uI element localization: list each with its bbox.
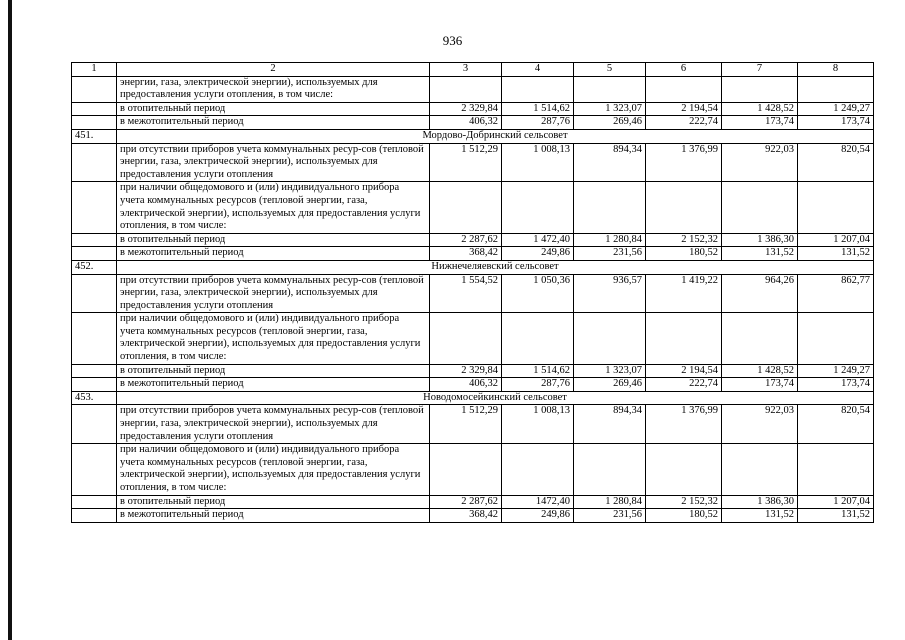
value-cell: 131,52 xyxy=(798,247,874,261)
value-cell: 820,54 xyxy=(798,405,874,444)
value-cell xyxy=(798,444,874,495)
value-cell: 1 207,04 xyxy=(798,233,874,247)
row-number-cell xyxy=(72,378,117,392)
row-number-cell xyxy=(72,116,117,130)
value-cell: 922,03 xyxy=(722,405,798,444)
value-cell: 2 329,84 xyxy=(430,364,502,378)
value-cell xyxy=(798,313,874,364)
value-cell: 936,57 xyxy=(574,274,646,313)
row-description: при наличии общедомового и (или) индивидуального прибора учета коммунальных ресурсов (тепловой энергии, газа, электрической энергии), используемых для предоставления услуги отопления, в том числе: xyxy=(117,444,430,495)
section-row xyxy=(72,391,874,405)
value-cell xyxy=(430,444,502,495)
value-cell xyxy=(722,444,798,495)
value-cell xyxy=(502,182,574,233)
table-row xyxy=(72,233,874,247)
value-cell xyxy=(646,76,722,102)
value-cell: 2 194,54 xyxy=(646,364,722,378)
value-cell: 1 050,36 xyxy=(502,274,574,313)
value-cell: 287,76 xyxy=(502,378,574,392)
value-cell: 922,03 xyxy=(722,143,798,182)
row-number-cell xyxy=(72,495,117,509)
row-description: в межотопительный период xyxy=(117,509,430,523)
section-number: 453. xyxy=(72,391,117,405)
section-number: 452. xyxy=(72,260,117,274)
value-cell: 2 152,32 xyxy=(646,495,722,509)
value-cell: 1 472,40 xyxy=(502,233,574,247)
row-description: в отопительный период xyxy=(117,495,430,509)
row-description: при отсутствии приборов учета коммунальных ресур-сов (тепловой энергии, газа, электрической энергии), используемых для предоставления услуги отопления xyxy=(117,405,430,444)
row-number-cell xyxy=(72,444,117,495)
value-cell: 269,46 xyxy=(574,116,646,130)
value-cell xyxy=(502,313,574,364)
row-number-cell xyxy=(72,233,117,247)
value-cell xyxy=(798,182,874,233)
value-cell xyxy=(502,444,574,495)
table-row xyxy=(72,378,874,392)
value-cell: 231,56 xyxy=(574,247,646,261)
row-number-cell xyxy=(72,364,117,378)
value-cell: 820,54 xyxy=(798,143,874,182)
value-cell: 1 512,29 xyxy=(430,143,502,182)
value-cell: 231,56 xyxy=(574,509,646,523)
value-cell: 1 428,52 xyxy=(722,102,798,116)
value-cell: 173,74 xyxy=(722,378,798,392)
value-cell: 249,86 xyxy=(502,509,574,523)
value-cell: 2 287,62 xyxy=(430,233,502,247)
value-cell: 222,74 xyxy=(646,116,722,130)
value-cell: 131,52 xyxy=(722,509,798,523)
value-cell xyxy=(430,76,502,102)
tariff-table xyxy=(71,62,874,523)
value-cell: 862,77 xyxy=(798,274,874,313)
value-cell: 1 207,04 xyxy=(798,495,874,509)
value-cell: 1 554,52 xyxy=(430,274,502,313)
value-cell xyxy=(574,76,646,102)
value-cell: 249,86 xyxy=(502,247,574,261)
value-cell: 964,26 xyxy=(722,274,798,313)
value-cell: 1 428,52 xyxy=(722,364,798,378)
row-description: энергии, газа, электрической энергии), используемых для предоставления услуги отопления, в том числе: xyxy=(117,76,430,102)
value-cell: 1 376,99 xyxy=(646,143,722,182)
value-cell: 1 280,84 xyxy=(574,233,646,247)
row-number-cell xyxy=(72,313,117,364)
table-row xyxy=(72,444,874,495)
row-number-cell xyxy=(72,143,117,182)
value-cell: 1 323,07 xyxy=(574,364,646,378)
value-cell: 1 386,30 xyxy=(722,233,798,247)
row-description: в отопительный период xyxy=(117,102,430,116)
section-title: Новодомосейкинский сельсовет xyxy=(117,391,874,405)
value-cell: 1472,40 xyxy=(502,495,574,509)
value-cell: 173,74 xyxy=(722,116,798,130)
table-row xyxy=(72,405,874,444)
table-row xyxy=(72,274,874,313)
table-row xyxy=(72,247,874,261)
value-cell: 1 514,62 xyxy=(502,364,574,378)
value-cell: 1 008,13 xyxy=(502,143,574,182)
column-header: 6 xyxy=(646,63,722,77)
value-cell: 894,34 xyxy=(574,143,646,182)
section-number: 451. xyxy=(72,129,117,143)
value-cell: 406,32 xyxy=(430,378,502,392)
value-cell xyxy=(574,444,646,495)
value-cell: 173,74 xyxy=(798,116,874,130)
value-cell xyxy=(430,313,502,364)
value-cell: 1 419,22 xyxy=(646,274,722,313)
row-description: при наличии общедомового и (или) индивидуального прибора учета коммунальных ресурсов (тепловой энергии, газа, электрической энергии), используемых для предоставления услуги отопления, в том числе: xyxy=(117,182,430,233)
row-description: в отопительный период xyxy=(117,233,430,247)
value-cell: 1 280,84 xyxy=(574,495,646,509)
row-number-cell xyxy=(72,509,117,523)
column-header: 4 xyxy=(502,63,574,77)
value-cell: 368,42 xyxy=(430,247,502,261)
row-number-cell xyxy=(72,274,117,313)
value-cell: 406,32 xyxy=(430,116,502,130)
value-cell xyxy=(646,444,722,495)
value-cell: 1 249,27 xyxy=(798,102,874,116)
value-cell: 222,74 xyxy=(646,378,722,392)
column-header: 7 xyxy=(722,63,798,77)
value-cell: 287,76 xyxy=(502,116,574,130)
value-cell xyxy=(502,76,574,102)
value-cell: 131,52 xyxy=(798,509,874,523)
value-cell: 894,34 xyxy=(574,405,646,444)
row-description: в отопительный период xyxy=(117,364,430,378)
value-cell: 1 249,27 xyxy=(798,364,874,378)
row-number-cell xyxy=(72,182,117,233)
section-title: Мордово-Добринский сельсовет xyxy=(117,129,874,143)
row-number-cell xyxy=(72,247,117,261)
value-cell xyxy=(574,182,646,233)
row-description: при отсутствии приборов учета коммунальных ресур-сов (тепловой энергии, газа, электрической энергии), используемых для предоставления услуги отопления xyxy=(117,143,430,182)
row-number-cell xyxy=(72,405,117,444)
section-title: Нижнечеляевский сельсовет xyxy=(117,260,874,274)
table-row xyxy=(72,364,874,378)
value-cell xyxy=(646,313,722,364)
table-row xyxy=(72,143,874,182)
scan-margin-bar xyxy=(8,0,12,640)
value-cell xyxy=(722,76,798,102)
column-header: 8 xyxy=(798,63,874,77)
value-cell xyxy=(646,182,722,233)
value-cell: 1 386,30 xyxy=(722,495,798,509)
table-row xyxy=(72,102,874,116)
row-number-cell xyxy=(72,102,117,116)
value-cell: 1 008,13 xyxy=(502,405,574,444)
value-cell: 1 323,07 xyxy=(574,102,646,116)
row-description: в межотопительный период xyxy=(117,116,430,130)
column-header: 1 xyxy=(72,63,117,77)
row-description: в межотопительный период xyxy=(117,247,430,261)
column-header: 5 xyxy=(574,63,646,77)
value-cell: 368,42 xyxy=(430,509,502,523)
value-cell: 1 514,62 xyxy=(502,102,574,116)
value-cell: 180,52 xyxy=(646,509,722,523)
table-row xyxy=(72,116,874,130)
value-cell: 180,52 xyxy=(646,247,722,261)
value-cell: 1 512,29 xyxy=(430,405,502,444)
value-cell: 2 287,62 xyxy=(430,495,502,509)
value-cell: 173,74 xyxy=(798,378,874,392)
section-row xyxy=(72,260,874,274)
value-cell xyxy=(722,313,798,364)
value-cell: 131,52 xyxy=(722,247,798,261)
row-description: при наличии общедомового и (или) индивидуального прибора учета коммунальных ресурсов (тепловой энергии, газа, электрической энергии), используемых для предоставления услуги отопления, в том числе: xyxy=(117,313,430,364)
section-row xyxy=(72,129,874,143)
column-header: 3 xyxy=(430,63,502,77)
value-cell: 269,46 xyxy=(574,378,646,392)
column-header-row xyxy=(72,63,874,77)
table-row xyxy=(72,509,874,523)
page-number: 936 xyxy=(442,33,463,48)
value-cell xyxy=(430,182,502,233)
value-cell xyxy=(722,182,798,233)
table-row xyxy=(72,182,874,233)
value-cell xyxy=(574,313,646,364)
value-cell: 2 194,54 xyxy=(646,102,722,116)
column-header: 2 xyxy=(117,63,430,77)
table-body xyxy=(72,76,874,522)
row-description: при отсутствии приборов учета коммунальных ресур-сов (тепловой энергии, газа, электрической энергии), используемых для предоставления услуги отопления xyxy=(117,274,430,313)
table-row xyxy=(72,495,874,509)
value-cell: 1 376,99 xyxy=(646,405,722,444)
value-cell: 2 329,84 xyxy=(430,102,502,116)
table-row xyxy=(72,76,874,102)
table-row xyxy=(72,313,874,364)
value-cell xyxy=(798,76,874,102)
row-description: в межотопительный период xyxy=(117,378,430,392)
value-cell: 2 152,32 xyxy=(646,233,722,247)
row-number-cell xyxy=(72,76,117,102)
